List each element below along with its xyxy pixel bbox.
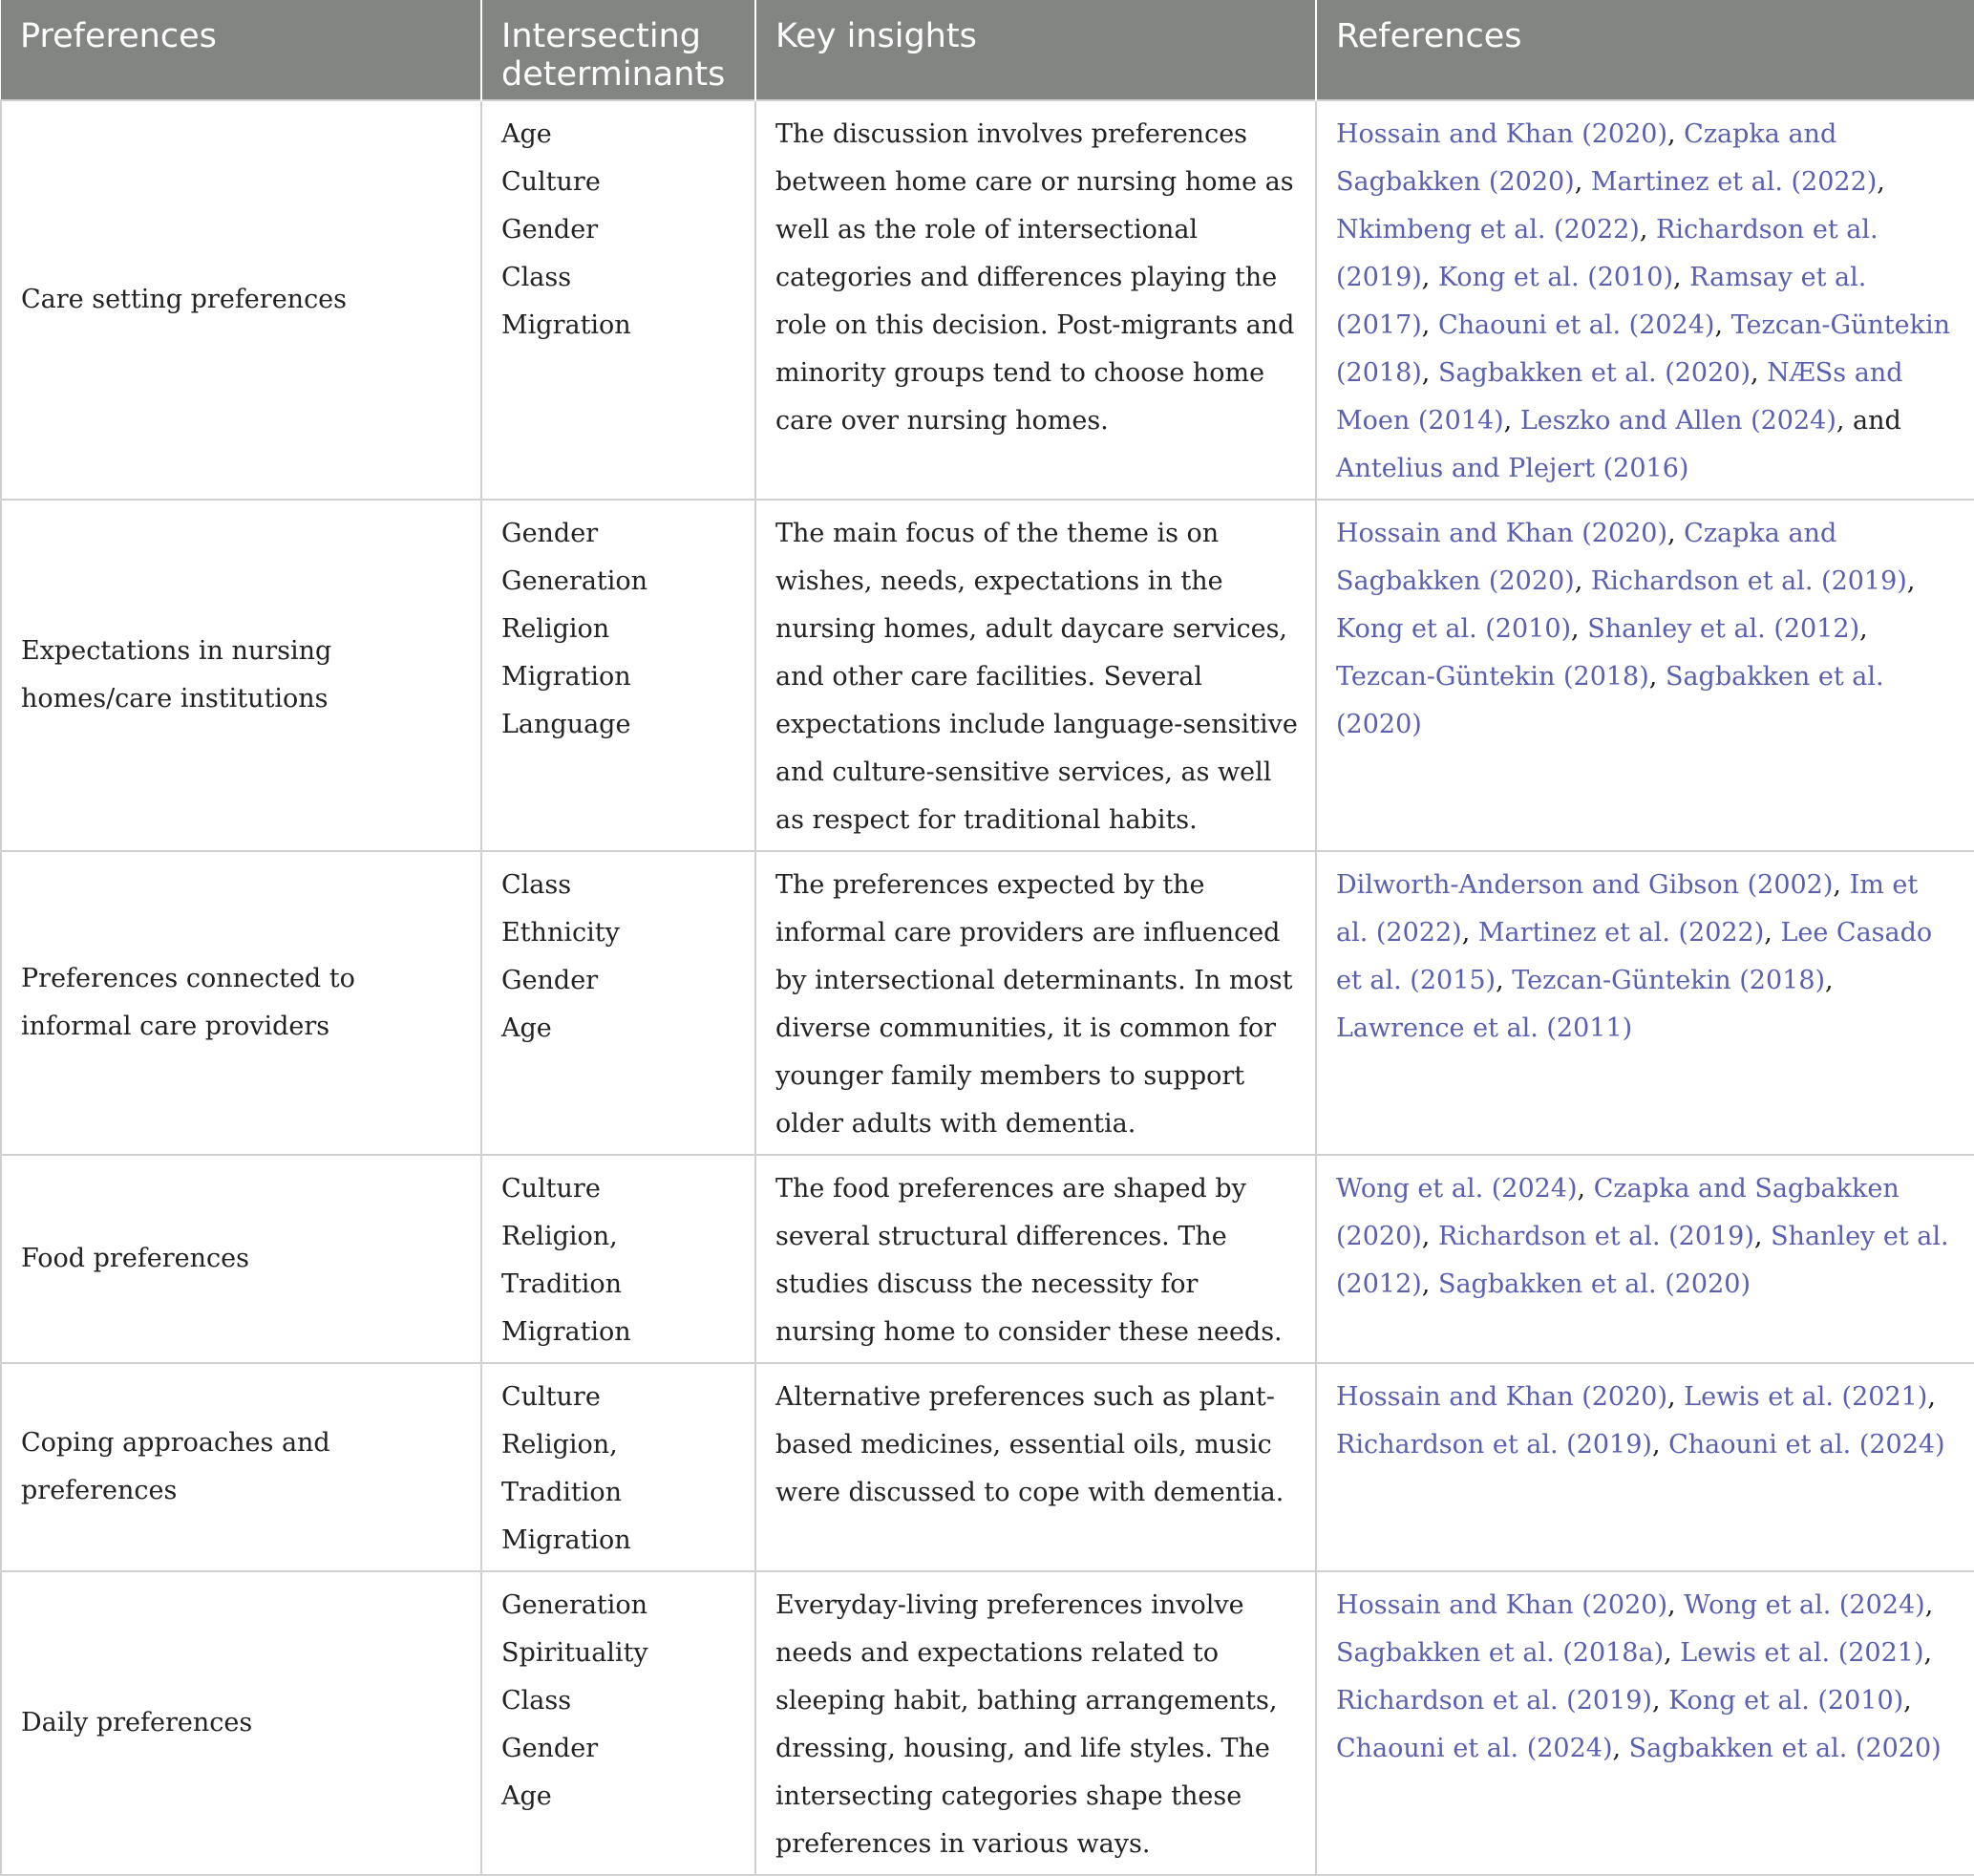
reference-separator: , [1421, 358, 1438, 388]
reference-separator: , [1825, 966, 1834, 995]
reference-link[interactable]: NÆSs and Moen (2014) [1336, 358, 1903, 436]
determinants-cell [481, 100, 755, 500]
reference-link[interactable]: Richardson et al. (2019) [1336, 1430, 1652, 1460]
reference-separator: , [1927, 1382, 1936, 1412]
table-header-row [1, 0, 1974, 100]
determinant-item: Class [501, 870, 572, 900]
reference-link[interactable]: Richardson et al. (2019) [1336, 215, 1878, 292]
reference-link[interactable]: Hossain and Khan (2020) [1336, 1382, 1667, 1412]
determinant-item: Gender [501, 215, 599, 245]
reference-link[interactable]: Sagbakken et al. (2018a) [1336, 1638, 1665, 1668]
reference-separator: , [1673, 263, 1690, 292]
reference-link[interactable]: Lawrence et al. (2011) [1336, 1013, 1633, 1043]
reference-link[interactable]: Czapka and Sagbakken (2020) [1336, 119, 1837, 197]
reference-separator: , [1651, 1686, 1669, 1716]
reference-link[interactable]: Richardson et al. (2019) [1437, 1222, 1754, 1251]
preference-cell: Food preferences [1, 1155, 481, 1363]
reference-link[interactable]: Chaouni et al. (2024) [1437, 310, 1715, 340]
reference-separator: , [1577, 1174, 1594, 1204]
reference-link[interactable]: Richardson et al. (2019) [1590, 566, 1907, 596]
reference-separator: , [1648, 662, 1666, 692]
determinant-item: Generation [501, 566, 648, 596]
determinant-item: Religion, [501, 1222, 618, 1251]
references-cell [1316, 1571, 1974, 1875]
reference-separator: , [1923, 1638, 1933, 1668]
reference-link[interactable]: Tezcan-Güntekin (2018) [1512, 966, 1826, 995]
reference-link[interactable]: Tezcan-Güntekin (2018) [1336, 662, 1649, 692]
reference-link[interactable]: Martinez et al. (2022) [1477, 918, 1765, 948]
determinant-item: Gender [501, 1734, 599, 1763]
reference-link[interactable]: Nkimbeng et al. (2022) [1336, 215, 1640, 245]
determinants-cell [481, 851, 755, 1155]
reference-separator: , [1421, 263, 1438, 292]
reference-link[interactable]: Czapka and Sagbakken (2020) [1336, 1174, 1900, 1251]
header-references: References [1316, 0, 1974, 100]
reference-link[interactable]: Hossain and Khan (2020) [1336, 1590, 1667, 1620]
determinants-cell [481, 1363, 755, 1571]
reference-separator: , [1924, 1590, 1934, 1620]
determinant-item: Tradition [501, 1478, 623, 1507]
reference-link[interactable]: Leszko and Allen (2024) [1519, 406, 1836, 436]
preference-cell: Coping approaches and preferences [1, 1363, 481, 1571]
header-intersecting-determinants: Intersecting determinants [481, 0, 755, 100]
insight-cell: The main focus of the theme is on wishes, needs, expectations in the nursing homes, adult daycare services, and other care facilities. Several expectations include language-sensitive and culture-sensitive services, as well as respect for traditional habits. [755, 500, 1316, 851]
references-cell [1316, 1363, 1974, 1571]
reference-separator: , [1753, 1222, 1772, 1251]
reference-link[interactable]: Chaouni et al. (2024) [1668, 1430, 1945, 1460]
reference-link[interactable]: Richardson et al. (2019) [1336, 1686, 1652, 1716]
determinant-item: Age [501, 1781, 552, 1811]
determinant-item: Migration [501, 1525, 631, 1555]
determinant-item: Class [501, 1686, 572, 1716]
determinants-cell [481, 500, 755, 851]
reference-separator: , [1421, 310, 1438, 340]
references-cell [1316, 851, 1974, 1155]
insight-cell: The preferences expected by the informal care providers are influenced by intersectional determinants. In most diverse communities, it is common for younger family members to support older adults with dementia. [755, 851, 1316, 1155]
references-cell [1316, 500, 1974, 851]
determinant-item: Migration [501, 1317, 631, 1347]
determinants-cell [481, 1155, 755, 1363]
reference-link[interactable]: Ramsay et al. (2017) [1336, 263, 1867, 340]
reference-link[interactable]: Shanley et al. (2012) [1336, 1222, 1949, 1299]
reference-link[interactable]: Chaouni et al. (2024) [1336, 1734, 1613, 1763]
reference-separator: , [1651, 1430, 1669, 1460]
reference-separator: , [1666, 1382, 1685, 1412]
table-row [1, 1571, 1974, 1875]
preference-cell: Care setting preferences [1, 100, 481, 500]
reference-separator: , [1503, 406, 1520, 436]
determinant-item: Age [501, 1013, 552, 1043]
reference-separator: , [1764, 918, 1781, 948]
reference-separator: , [1612, 1734, 1629, 1763]
determinant-item: Gender [501, 966, 599, 995]
determinant-item: Migration [501, 662, 631, 692]
reference-separator: , [1666, 1590, 1685, 1620]
reference-link[interactable]: Hossain and Khan (2020) [1336, 119, 1667, 149]
reference-link[interactable]: Sagbakken et al. (2020) [1437, 358, 1751, 388]
reference-link[interactable]: Kong et al. (2010) [1668, 1686, 1904, 1716]
header-preferences: Preferences [1, 0, 481, 100]
reference-separator: , [1833, 870, 1850, 900]
determinant-item: Tradition [501, 1269, 623, 1299]
reference-separator: , [1877, 167, 1885, 197]
reference-separator: , [1574, 167, 1591, 197]
reference-separator: , [1639, 215, 1657, 245]
header-key-insights: Key insights [755, 0, 1316, 100]
reference-link[interactable]: Sagbakken et al. (2020) [1628, 1734, 1942, 1763]
insight-cell: The food preferences are shaped by several structural differences. The studies discuss the necessity for nursing home to consider these needs. [755, 1155, 1316, 1363]
determinant-item: Class [501, 263, 572, 292]
reference-separator: , [1906, 566, 1916, 596]
reference-separator: , [1574, 566, 1591, 596]
table-row [1, 1155, 1974, 1363]
reference-link[interactable]: Sagbakken et al. (2020) [1437, 1269, 1751, 1299]
reference-link[interactable]: Wong et al. (2024) [1684, 1590, 1925, 1620]
insight-cell: The discussion involves preferences between home care or nursing home as well as the role of intersectional categories and differences playing the role on this decision. Post-migrants and minority groups tend to choose home care over nursing homes. [755, 100, 1316, 500]
reference-link[interactable]: Lewis et al. (2021) [1680, 1638, 1924, 1668]
reference-separator: , [1571, 614, 1588, 644]
determinant-item: Gender [501, 519, 599, 548]
preference-cell: Daily preferences [1, 1571, 481, 1875]
reference-separator: , [1664, 1638, 1681, 1668]
determinant-item: Migration [501, 310, 631, 340]
reference-link[interactable]: Czapka and Sagbakken (2020) [1336, 519, 1837, 596]
reference-separator: , [1859, 614, 1868, 644]
reference-link[interactable]: Martinez et al. (2022) [1590, 167, 1878, 197]
reference-link[interactable]: Lee Casado et al. (2015) [1336, 918, 1933, 995]
references-cell [1316, 1155, 1974, 1363]
determinant-item: Culture [501, 167, 601, 197]
determinant-item: Culture [501, 1174, 601, 1204]
reference-separator: , [1666, 119, 1685, 149]
reference-link[interactable]: Hossain and Khan (2020) [1336, 519, 1667, 548]
preference-cell: Preferences connected to informal care providers [1, 851, 481, 1155]
determinant-item: Generation [501, 1590, 648, 1620]
reference-link[interactable]: Tezcan-Güntekin (2018) [1336, 310, 1951, 388]
insight-cell: Alternative preferences such as plant-based medicines, essential oils, music were discussed to cope with dementia. [755, 1363, 1316, 1571]
reference-link[interactable]: Lewis et al. (2021) [1684, 1382, 1928, 1412]
table-row [1, 500, 1974, 851]
determinant-item: Language [501, 710, 631, 739]
reference-separator: , [1903, 1686, 1912, 1716]
preference-cell: Expectations in nursing homes/care institutions [1, 500, 481, 851]
reference-separator: , [1750, 358, 1768, 388]
reference-link[interactable]: Kong et al. (2010) [1437, 263, 1673, 292]
reference-link[interactable]: Sagbakken et al. (2020) [1336, 662, 1884, 739]
determinant-item: Religion [501, 614, 610, 644]
reference-separator: , [1714, 310, 1731, 340]
reference-separator: , [1421, 1222, 1438, 1251]
references-cell [1316, 100, 1974, 500]
reference-link[interactable]: Antelius and Plejert (2016) [1336, 454, 1689, 483]
reference-link[interactable]: Im et al. (2022) [1336, 870, 1919, 948]
determinant-item: Religion, [501, 1430, 618, 1460]
reference-link[interactable]: Wong et al. (2024) [1336, 1174, 1578, 1204]
determinant-item: Ethnicity [501, 918, 620, 948]
determinant-item: Culture [501, 1382, 601, 1412]
reference-separator: , [1461, 918, 1478, 948]
reference-separator: , [1496, 966, 1513, 995]
table-row [1, 100, 1974, 500]
reference-separator: , and [1836, 406, 1901, 436]
table-row [1, 1363, 1974, 1571]
reference-separator: , [1421, 1269, 1438, 1299]
reference-link[interactable]: Shanley et al. (2012) [1587, 614, 1860, 644]
reference-separator: , [1666, 519, 1685, 548]
determinants-cell [481, 1571, 755, 1875]
determinant-item: Age [501, 119, 552, 149]
table-row [1, 851, 1974, 1155]
table-body [1, 100, 1974, 1875]
reference-link[interactable]: Kong et al. (2010) [1336, 614, 1572, 644]
insight-cell: Everyday-living preferences involve needs and expectations related to sleeping habit, bathing arrangements, dressing, housing, and life styles. The intersecting categories shape these preferences in various ways. [755, 1571, 1316, 1875]
determinant-item: Spirituality [501, 1638, 648, 1668]
reference-link[interactable]: Dilworth-Anderson and Gibson (2002) [1336, 870, 1834, 900]
